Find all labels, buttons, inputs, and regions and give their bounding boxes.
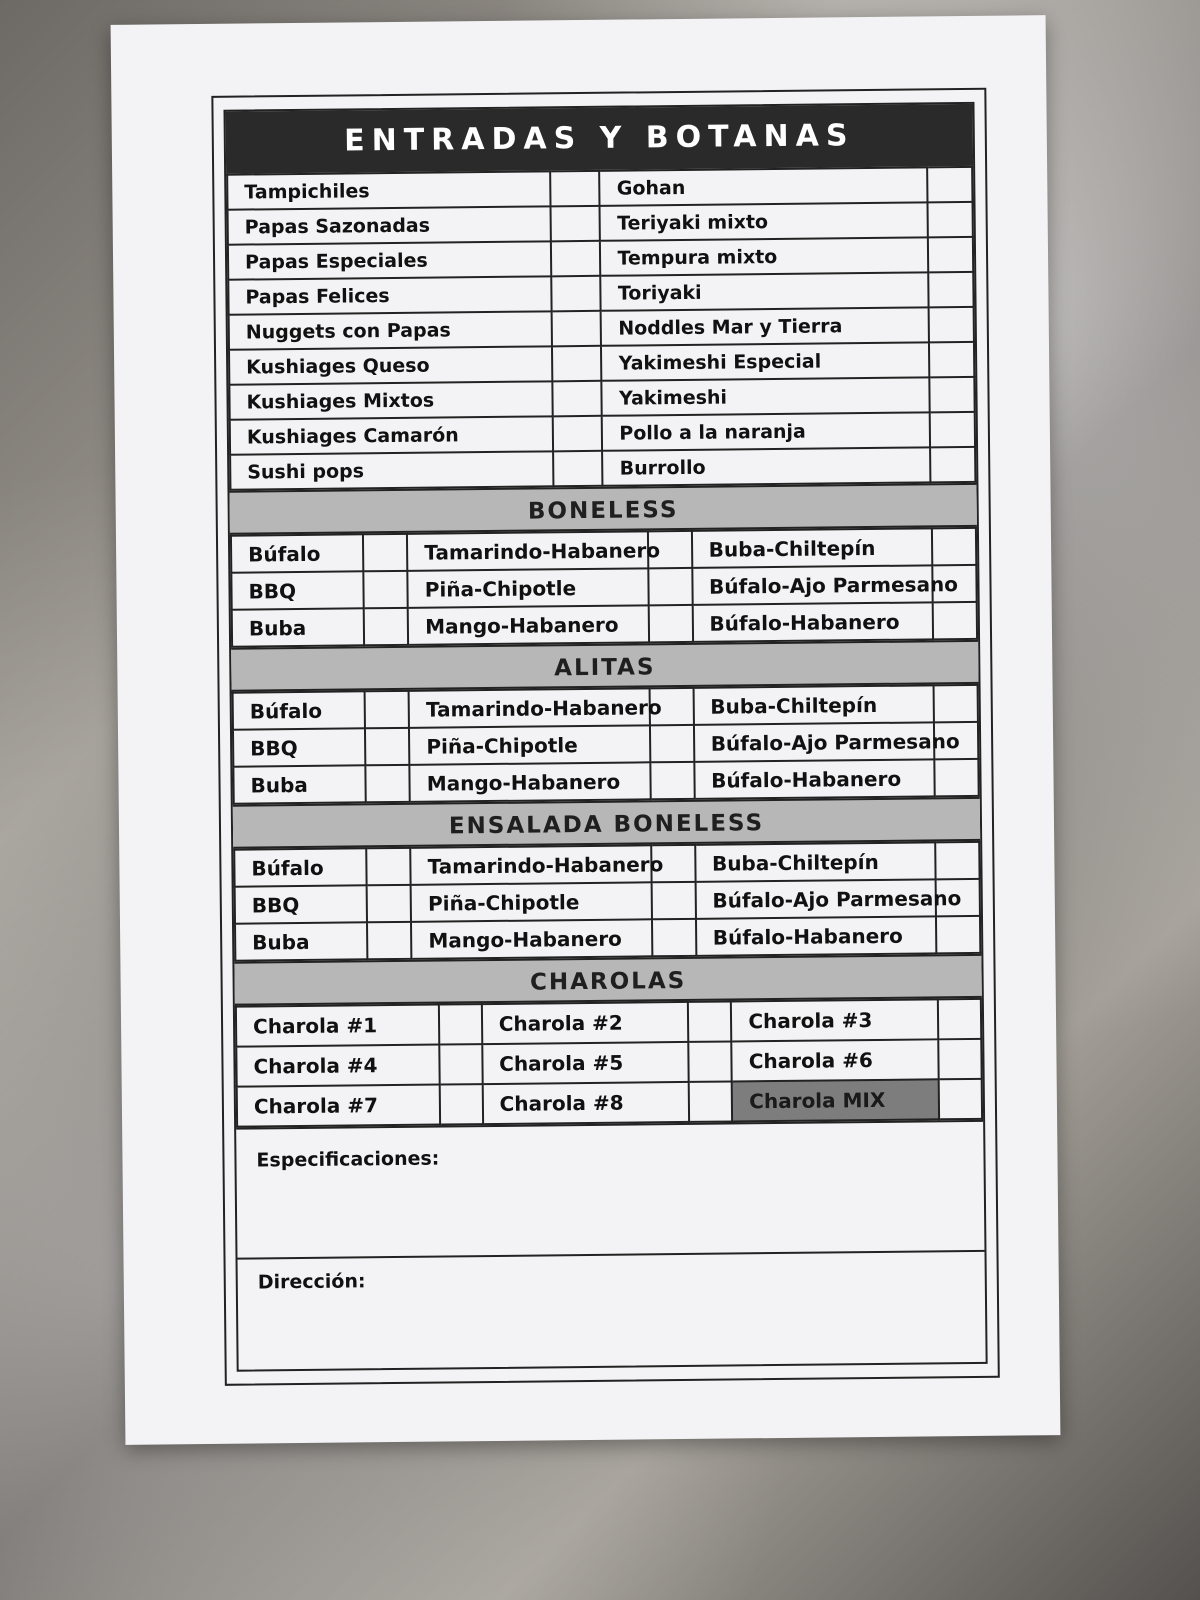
item-checkbox[interactable] [929, 342, 974, 377]
item-label: Buba-Chiltepín [693, 685, 934, 725]
item-checkbox[interactable] [933, 685, 977, 722]
item-label: Piña-Chipotle [408, 568, 649, 608]
item-label: Papas Felices [228, 276, 552, 314]
item-checkbox[interactable] [935, 842, 979, 879]
sheet-content [226, 104, 986, 1344]
item-checkbox[interactable] [938, 1039, 981, 1079]
item-checkbox[interactable] [551, 206, 600, 242]
item-checkbox[interactable] [439, 1004, 482, 1044]
item-label: Búfalo-Ajo Parmesano [692, 565, 933, 605]
item-checkbox[interactable] [553, 416, 602, 452]
specifications-label: Especificaciones: [256, 1147, 440, 1172]
order-sheet [111, 15, 1061, 1445]
item-label: Papas Especiales [228, 241, 552, 279]
item-label: BBQ [235, 885, 368, 923]
item-label: Kushiages Camarón [230, 416, 554, 454]
item-label: Charola #4 [236, 1045, 439, 1087]
item-label: Tampichiles [227, 171, 551, 209]
item-checkbox[interactable] [366, 765, 410, 802]
item-label: Búfalo [233, 691, 366, 729]
specifications-field[interactable] [236, 1120, 984, 1258]
item-label: Kushiages Mixtos [229, 381, 553, 419]
item-checkbox[interactable] [929, 377, 974, 412]
item-label: Pollo a la naranja [602, 412, 930, 450]
item-label: Toriyaki [601, 272, 929, 310]
inner-frame [223, 102, 987, 1372]
item-label: Búfalo-Habanero [694, 759, 935, 799]
item-label: Yakimeshi Especial [601, 342, 929, 380]
item-checkbox[interactable] [365, 691, 409, 728]
item-label: Buba [233, 765, 366, 803]
item-label: Buba [232, 608, 365, 646]
item-checkbox[interactable] [930, 412, 975, 447]
item-label: Búfalo-Ajo Parmesano [694, 722, 935, 762]
item-label: Charola #2 [482, 1002, 689, 1044]
item-label: Búfalo-Habanero [692, 602, 933, 642]
item-label: Piña-Chipotle [409, 725, 650, 765]
item-checkbox[interactable] [439, 1044, 482, 1084]
item-checkbox[interactable] [367, 922, 411, 959]
item-label: BBQ [231, 571, 364, 609]
item-checkbox[interactable] [367, 885, 411, 922]
item-label: Tamarindo-Habanero [409, 688, 650, 728]
item-label: Charola #5 [482, 1042, 689, 1084]
section-title-charolas: CHAROLAS [234, 954, 981, 1006]
item-checkbox[interactable] [651, 882, 695, 919]
item-checkbox[interactable] [553, 381, 602, 417]
page-title: ENTRADAS Y BOTANAS [226, 104, 974, 174]
item-label: Búfalo-Habanero [696, 916, 937, 956]
ensalada-table [233, 841, 981, 962]
item-checkbox[interactable] [551, 241, 600, 277]
item-label: Yakimeshi [602, 377, 930, 415]
section-title-ensalada-boneless: ENSALADA BONELESS [233, 797, 980, 849]
item-checkbox[interactable] [363, 534, 407, 571]
item-label: Tamarindo-Habanero [410, 845, 651, 885]
item-checkbox[interactable] [552, 311, 601, 347]
entradas-table [226, 166, 976, 491]
item-checkbox[interactable] [551, 171, 600, 207]
item-checkbox[interactable] [689, 1081, 732, 1121]
item-label: Buba-Chiltepín [695, 842, 936, 882]
section-title-alitas: ALITAS [231, 640, 978, 692]
item-label: Piña-Chipotle [411, 882, 652, 922]
item-label: Papas Sazonadas [228, 206, 552, 244]
item-checkbox[interactable] [936, 916, 980, 953]
item-checkbox[interactable] [927, 202, 972, 237]
item-label: Buba-Chiltepín [692, 528, 933, 568]
item-checkbox[interactable] [648, 568, 692, 605]
address-field[interactable] [238, 1250, 986, 1344]
charolas-table [235, 998, 983, 1128]
table-row [237, 1079, 982, 1127]
item-checkbox[interactable] [650, 725, 694, 762]
item-checkbox[interactable] [938, 999, 981, 1039]
item-checkbox[interactable] [440, 1084, 483, 1124]
item-checkbox[interactable] [928, 237, 973, 272]
item-label: Burrollo [603, 447, 931, 485]
item-label: Charola #6 [732, 1039, 939, 1081]
item-checkbox[interactable] [365, 728, 409, 765]
item-checkbox[interactable] [363, 571, 407, 608]
item-label: Noddles Mar y Tierra [601, 307, 929, 345]
address-label: Dirección: [257, 1270, 366, 1294]
item-label: Charola #7 [237, 1085, 440, 1127]
item-checkbox[interactable] [932, 528, 976, 565]
item-label: Mango-Habanero [408, 605, 649, 645]
item-label: Mango-Habanero [410, 762, 651, 802]
item-label: Búfalo [234, 848, 367, 886]
item-checkbox[interactable] [928, 272, 973, 307]
alitas-table [232, 684, 980, 805]
item-label: Sushi pops [230, 451, 554, 489]
item-label: Charola #3 [731, 999, 938, 1041]
item-checkbox[interactable] [933, 602, 977, 639]
table-row [232, 602, 977, 647]
item-checkbox[interactable] [364, 608, 408, 645]
table-row [233, 759, 978, 804]
item-checkbox[interactable] [939, 1079, 982, 1119]
item-checkbox[interactable] [688, 1001, 731, 1041]
item-label: Teriyaki mixto [600, 202, 928, 240]
item-checkbox[interactable] [648, 605, 692, 642]
item-label: Buba [235, 922, 368, 960]
boneless-table [230, 527, 978, 648]
item-label: Charola #1 [236, 1005, 439, 1047]
section-title-boneless: BONELESS [229, 483, 976, 535]
item-checkbox[interactable] [552, 346, 601, 382]
item-label: Charola #8 [482, 1082, 689, 1124]
outer-frame [211, 88, 999, 1386]
item-label: Gohan [600, 167, 928, 205]
item-label: Nuggets con Papas [229, 311, 553, 349]
item-label: Tamarindo-Habanero [407, 531, 648, 571]
item-checkbox[interactable] [650, 762, 694, 799]
item-label: Charola MIX [732, 1079, 939, 1121]
item-label: Mango-Habanero [411, 919, 652, 959]
item-checkbox[interactable] [552, 276, 601, 312]
item-checkbox[interactable] [934, 759, 978, 796]
item-label: Búfalo [231, 534, 364, 572]
item-label: Kushiages Queso [229, 346, 553, 384]
item-checkbox[interactable] [930, 447, 975, 482]
item-checkbox[interactable] [929, 307, 974, 342]
item-checkbox[interactable] [366, 848, 410, 885]
item-checkbox[interactable] [553, 451, 602, 487]
item-checkbox[interactable] [689, 1041, 732, 1081]
item-checkbox[interactable] [652, 919, 696, 956]
item-label: BBQ [233, 728, 366, 766]
item-checkbox[interactable] [927, 167, 972, 202]
item-label: Búfalo-Ajo Parmesano [695, 879, 936, 919]
item-label: Tempura mixto [600, 237, 928, 275]
table-row [235, 916, 980, 961]
